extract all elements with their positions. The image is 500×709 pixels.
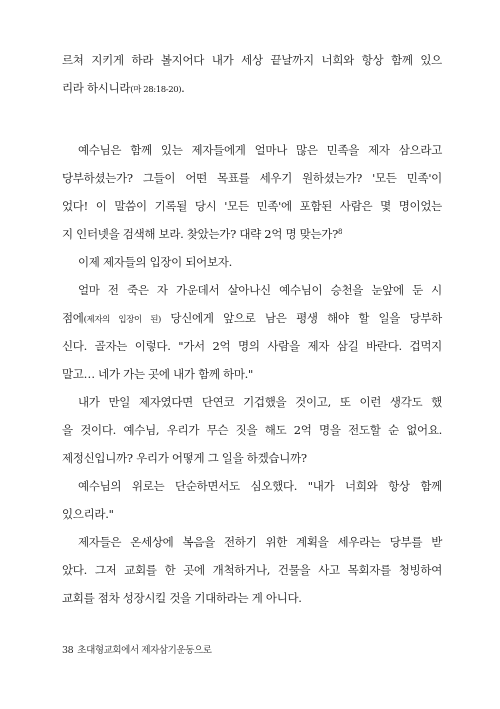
paragraph [62, 528, 442, 612]
text-line: 르쳐 지키게 하라 볼지어다 내가 세상 끝날까지 너희와 항상 함께 있으 [62, 53, 442, 67]
text-line [62, 220, 442, 248]
running-title: 초대형교회에서 제자삼기운동으로 [77, 645, 212, 656]
scripture-quote [62, 46, 442, 102]
text-line: 예수님은 함께 있는 제자들에게 얼마나 많은 민족을 제자 삼으라고 [78, 143, 442, 157]
text-line: 이제 제자들의 입장이 되어보자. [78, 255, 232, 269]
text-line: 있으리라." [62, 507, 114, 521]
footnote-marker: 8 [337, 228, 343, 236]
text-line: 을 것이다. 예수님, 우리가 무슨 짓을 해도 2억 명을 전도할 순 없어요. [62, 423, 442, 437]
paragraph [62, 248, 442, 276]
text-line: 내가 만일 제자였다면 단연코 기겁했을 것이고, 또 이런 생각도 했 [78, 395, 442, 409]
text-line [62, 74, 442, 102]
text-line: 당부하셨는가? 그들이 어떤 목표를 세우기 원하셨는가? '모든 민족'이 [62, 171, 442, 185]
text-line: 신다. 골자는 이렇다. "가서 2억 명의 사람을 제자 삼길 바란다. 겁먹지 [62, 339, 442, 353]
scripture-reference: (마 28:18-20) [130, 85, 182, 95]
text-line: 얼마 전 죽은 자 가운데서 살아나신 예수님이 승천을 눈앞에 둔 시 [78, 283, 442, 297]
sentence-rest: 당신에게 앞으로 남은 평생 해야 할 일을 당부하 [160, 311, 442, 325]
paragraph [62, 136, 442, 248]
text-line: 었다! 이 말씀이 기록될 당시 '모든 민족'에 포함된 사람은 몇 명이었는 [62, 199, 442, 213]
quote-end: 리라 하시니라 [62, 81, 131, 95]
page-footer [62, 642, 212, 656]
text-line: 제정신입니까? 우리가 어떻게 그 일을 하겠습니까? [62, 451, 307, 465]
paragraph-gap [62, 102, 442, 136]
text-line: 예수님의 위로는 단순하면서도 심오했다. "내가 너희와 항상 함께 [78, 479, 442, 493]
text-line: 았다. 그저 교회를 한 곳에 개척하거나, 건물을 사고 목회자를 청빙하여 [62, 563, 442, 577]
text-line [62, 304, 442, 332]
sentence-start: 점에 [62, 311, 84, 325]
parenthetical: (제자의 입장이 된) [83, 315, 161, 325]
paragraph [62, 276, 442, 388]
sentence: 지 인터넷을 검색해 보라. 찾았는가? 대략 2억 명 맞는가? [62, 227, 338, 241]
page-number: 38 [62, 645, 74, 656]
paragraph [62, 388, 442, 472]
page-body [62, 46, 442, 612]
text-line: 말고… 네가 가는 곳에 내가 함께 하마." [62, 367, 254, 381]
paragraph [62, 472, 442, 528]
text-line: 교회를 점차 성장시킬 것을 기대하라는 게 아니다. [62, 591, 302, 605]
period: . [181, 81, 185, 95]
text-line: 제자들은 온세상에 복음을 전하기 위한 계획을 세우라는 당부를 받 [78, 535, 442, 549]
